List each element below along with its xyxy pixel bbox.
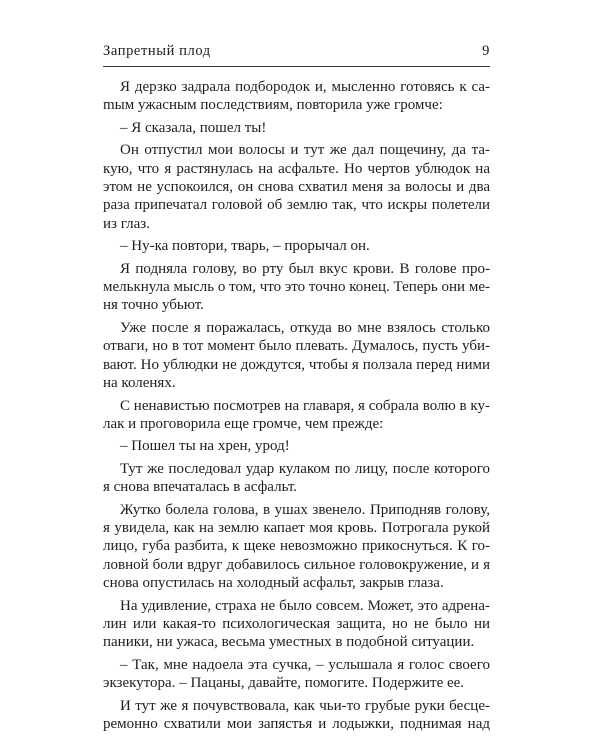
paragraph: – Так, мне надоела эта сучка, – услышала я голос своего экзекутора. – Пацаны, давайте, помогите. Подержите ее.	[103, 656, 490, 692]
paragraph: – Пошел ты на хрен, урод!	[120, 438, 290, 455]
paragraph: Уже после я поражалась, откуда во мне взялось столько отваги, но в тот момент было плевать. Думалось, пусть убивают. Но ублюдки не дождутся, чтобы я ползала перед ними на коленях.	[103, 319, 490, 392]
paragraph: Тут же последовал удар кулаком по лицу, после которого я снова впечаталась в асфальт.	[103, 460, 490, 496]
paragraph: Я подняла голову, во рту был вкус крови. В голове промелькнула мысль о том, что это точно конец. Теперь они меня точно убьют.	[103, 260, 490, 314]
page-body	[103, 78, 490, 737]
paragraph: Я дерзко задрала подбородок и, мысленно готовясь к саmым ужасным последствиям, повторила уже громче:	[103, 79, 490, 114]
paragraph: Жутко болела голова, в ушах звенело. Приподняв голову, я увидела, как на землю капает моя кровь. Потрогала рукой лицо, губа разбита, к щеке невозможно прикоснуться. К головной боли вдруг добавилось сильное головокружение, и я снова опустилась на холодный асфальт, закрыв глаза.	[103, 501, 490, 592]
paragraph: И тут же я почувствовала, как чьи-то грубые руки бесцеремонно схватили мои запястья и лодыжки, поднимая над	[103, 697, 490, 732]
book-title: Запретный плод	[103, 43, 211, 59]
page-number: 9	[482, 43, 490, 59]
paragraph: – Я сказала, пошел ты!	[120, 119, 267, 136]
paragraph: С ненавистью посмотрев на главаря, я собрала волю в кулак и проговорила еще громче, чем прежде:	[103, 397, 490, 432]
paragraph: Он отпустил мои волосы и тут же дал пощечину, да такую, что я растянулась на асфальте. Но чертов ублюдок на этом не успокоился, он снова схватил меня за волосы и два раза припечатал головой об землю так, что искры полетели из глаз.	[103, 142, 490, 232]
paragraph: – Ну-ка повтори, тварь, – прорычал он.	[120, 238, 370, 255]
running-header	[103, 40, 490, 67]
paragraph: На удивление, страха не было совсем. Может, это адреналин или какая-то психологическая защита, но не было ни паники, ни ужаса, весьма уместных в подобной ситуации.	[103, 597, 490, 651]
